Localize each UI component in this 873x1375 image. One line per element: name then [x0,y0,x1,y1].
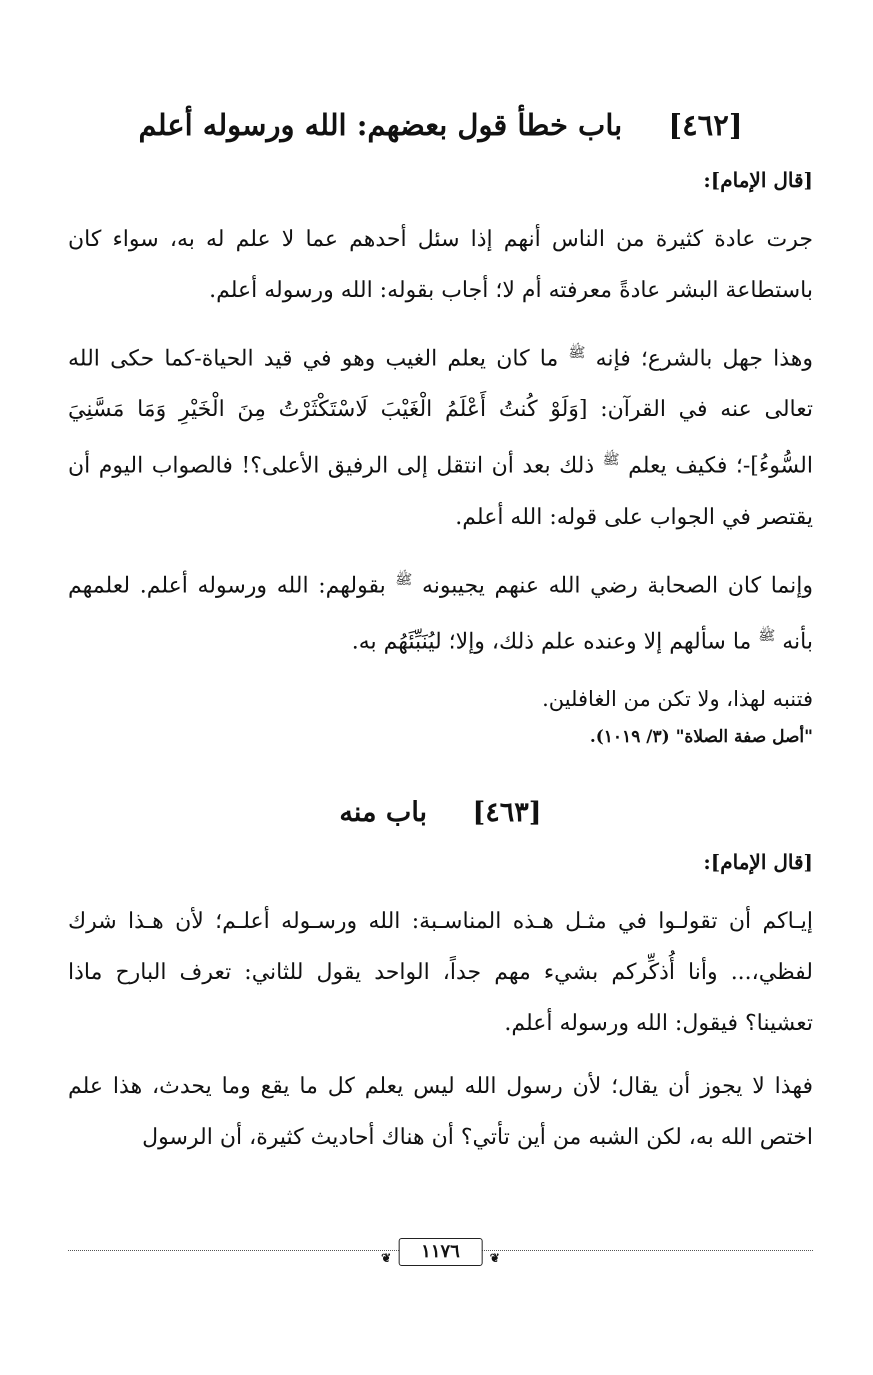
page-body [68,108,813,1175]
page-footer [68,1241,813,1270]
ornament-icon: ❦ [489,1251,500,1265]
chapter-number: [٤٦٢] [668,108,743,142]
chapter-heading-463 [68,797,813,828]
closing-note: فتنبه لهذا، ولا تكن من الغافلين. [542,687,813,712]
page-number-text: ١١٧٦ [421,1241,460,1262]
chapter-title: باب منه [339,797,428,829]
paragraph [68,896,813,1049]
honorific-glyph: ﷺ [758,627,776,644]
paragraph-text: بقولهم: الله ورسوله أعلم. لعلمهم بأنه [68,572,813,655]
page-number [381,1238,500,1266]
speaker-label: [قال الإمام]: [703,168,813,192]
ornament-icon: ❦ [381,1251,392,1265]
paragraph-text: فهذا لا يجوز أن يقال؛ لأن رسول الله ليس يعلم كل ما يقع وما يحدث، هذا علم اختص الله به، لكن الشبه من أين تأتي؟ أن هناك أحاديث كثيرة، أن الرسول [68,1074,813,1151]
honorific-glyph: ﷺ [602,452,620,469]
source-citation: "أصل صفة الصلاة" (٣/ ١٠١٩). [589,727,813,748]
paragraph [68,1061,813,1163]
chapter-heading-462 [68,108,813,142]
paragraph-text: جرت عادة كثيرة من الناس أنهم إذا سئل أحدهم عما لا علم له به، سواء كان باستطاعة البشر عادةً معرفته أم لا؛ أجاب بقوله: الله ورسوله أعلم. [68,227,813,303]
paragraph [68,214,813,316]
paragraph-text: ما سألهم إلا وعنده علم ذلك، وإلا؛ ليُنَبِّئَهُم به. [351,629,752,655]
paragraph [68,328,813,543]
paragraph-text: -؛ فكيف يعلم [628,453,751,479]
paragraph-text: وإنما كان الصحابة رضي الله عنهم يجيبونه [421,572,814,598]
honorific-glyph: ﷺ [568,345,586,361]
chapter-title: باب خطأ قول بعضهم: الله ورسوله أعلم [138,108,623,142]
paragraph [68,555,813,668]
quran-verse: [وَلَوْ كُنتُ أَعْلَمُ الْغَيْبَ لَاسْتَكْثَرْتُ مِنَ الْخَيْرِ وَمَا مَسَّنِيَ السُّوءُ] [68,397,813,479]
honorific-glyph: ﷺ [395,571,413,588]
paragraph-text: ما كان يعلم الغيب وهو في قيد الحياة-كما حكى الله تعالى عنه في القرآن: [68,346,813,423]
paragraph-text: إيـاكم أن تقولـوا في مثـل هـذه المناسـبة: الله ورسـوله أعلـم؛ لأن هـذا شرك لفظي،... وأنا أُذكِّركم بشيء مهم جداً، الواحد يقول للثاني: تعرف البارح ماذا تعشينا؟ فيقول: الله ورسوله أعلم. [68,909,813,1037]
paragraph-text: ذلك بعد أن انتقل إلى الرفيق الأعلى؟! فالصواب اليوم أن يقتصر في الجواب على قوله: الله أعلم. [68,453,813,530]
speaker-label: [قال الإمام]: [703,850,813,875]
paragraph-text: وهذا جهل بالشرع؛ فإنه [595,346,813,372]
chapter-number: [٤٦٣] [472,797,542,829]
